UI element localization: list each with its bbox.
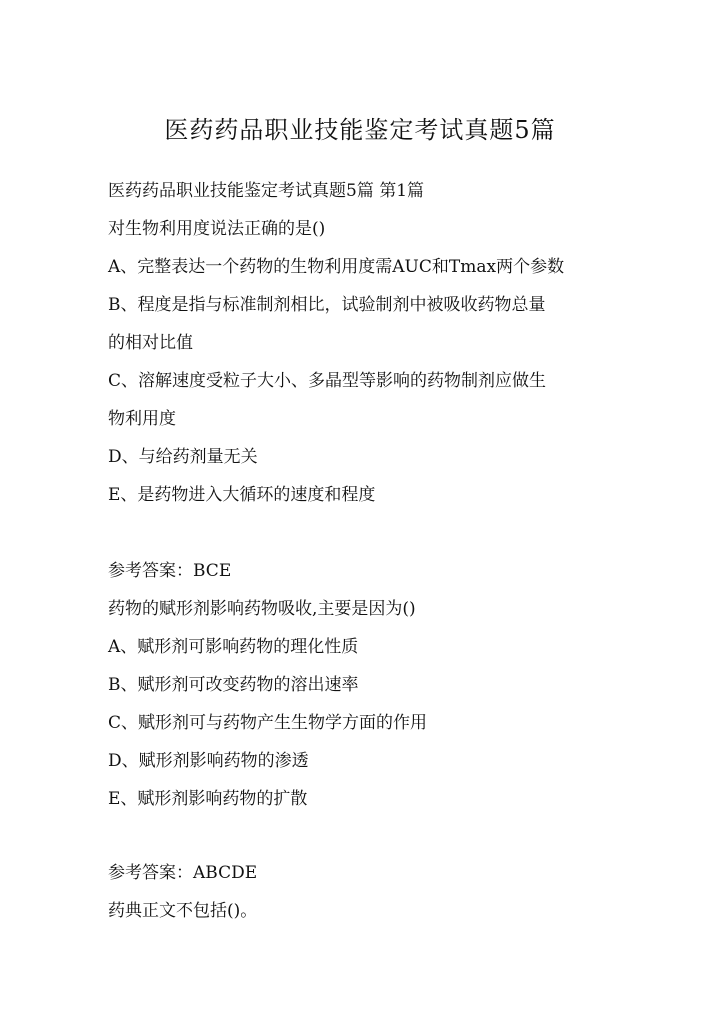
question-2-answer: 参考答案：ABCDE bbox=[108, 863, 258, 883]
question-1-option-d: D、与给药剂量无关 bbox=[108, 447, 258, 467]
question-1-option-c-continued: 物利用度 bbox=[108, 409, 176, 429]
question-1-stem: 对生物利用度说法正确的是() bbox=[108, 219, 326, 239]
question-2-option-d: D、赋形剂影响药物的渗透 bbox=[108, 751, 309, 771]
question-2-option-a: A、赋形剂可影响药物的理化性质 bbox=[108, 637, 359, 657]
question-2-option-e: E、赋形剂影响药物的扩散 bbox=[108, 789, 308, 809]
question-1-answer: 参考答案：BCE bbox=[108, 561, 232, 581]
question-3-stem: 药典正文不包括()。 bbox=[108, 901, 258, 921]
question-1-option-a: A、完整表达一个药物的生物利用度需AUC和Tmax两个参数 bbox=[108, 257, 565, 277]
question-1-option-c: C、溶解速度受粒子大小、多晶型等影响的药物制剂应做生 bbox=[108, 371, 547, 391]
question-2-option-c: C、赋形剂可与药物产生生物学方面的作用 bbox=[108, 713, 428, 733]
question-1-option-b-continued: 的相对比值 bbox=[108, 333, 193, 353]
question-2-option-b: B、赋形剂可改变药物的溶出速率 bbox=[108, 675, 359, 695]
question-1-option-e: E、是药物进入大循环的速度和程度 bbox=[108, 485, 376, 505]
document-title: 医药药品职业技能鉴定考试真题5篇 bbox=[164, 116, 556, 144]
section-heading: 医药药品职业技能鉴定考试真题5篇 第1篇 bbox=[108, 181, 425, 201]
question-2-stem: 药物的赋形剂影响药物吸收,主要是因为() bbox=[108, 599, 416, 619]
question-1-option-b: B、程度是指与标准制剂相比，试验制剂中被吸收药物总量 bbox=[108, 295, 546, 315]
